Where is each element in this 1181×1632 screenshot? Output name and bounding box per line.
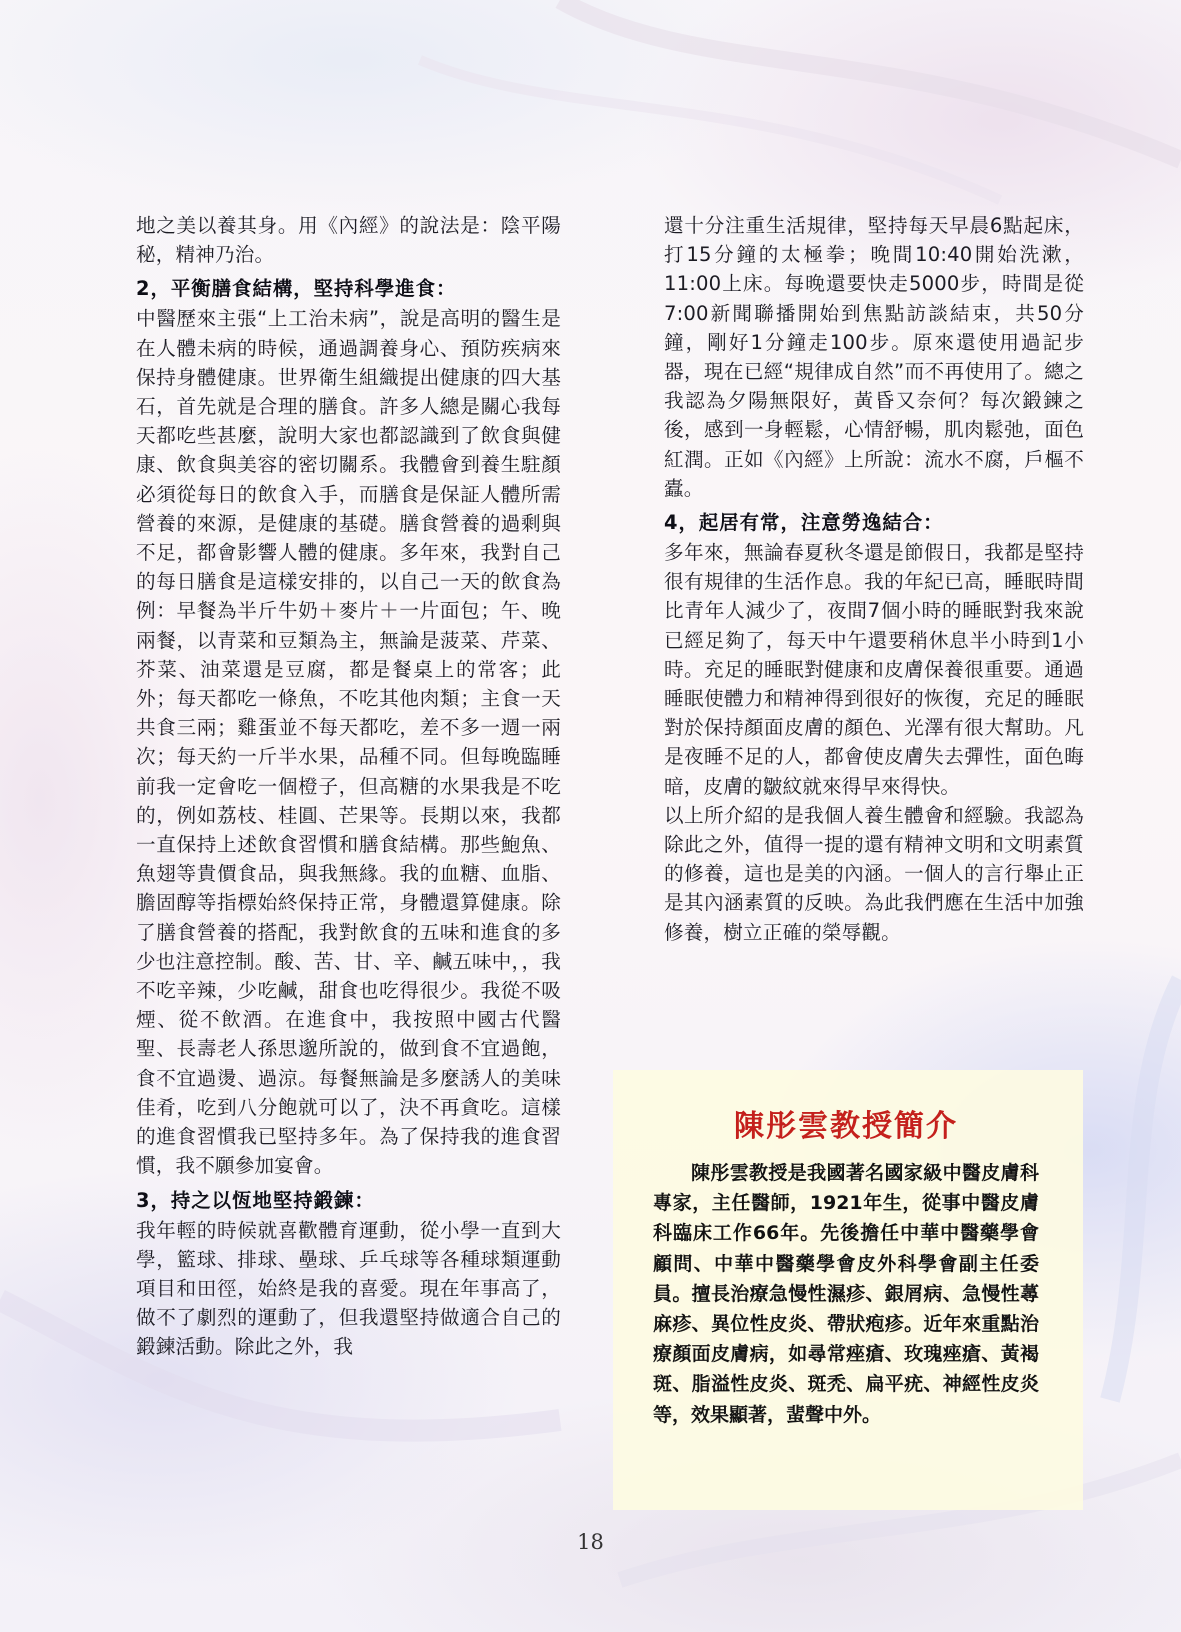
section-3-heading: 3，持之以恆地堅持鍛鍊： [136, 1188, 375, 1212]
profile-body: 陳彤雲教授是我國著名國家級中醫皮膚科專家，主任醫師，1921年生，從事中醫皮膚科臨床工作66年。先後擔任中華中醫藥學會顧問、中華中醫藥學會皮外科學會副主任委員。擅長治療急慢性濕疹、銀屑病、急慢性蕁麻疹、異位性皮炎、帶狀疱疹。近年來重點治療顏面皮膚病，如尋常痤瘡、玫瑰痤瘡、黃褐斑、脂溢性皮炎、斑禿、扁平疣、神經性皮炎等，效果顯著，蜚聲中外。 [653, 1162, 1039, 1426]
left-column [136, 211, 561, 1362]
section-2-heading: 2，平衡膳食結構，堅持科學進食： [136, 277, 457, 301]
section-3-body: 我年輕的時候就喜歡體育運動，從小學一直到大學，籃球、排球、壘球、乒乓球等各種球類運動項目和田徑，始終是我的喜愛。現在年事高了，做不了劇烈的運動了，但我還堅持做適合自己的鍛鍊活動。除此之外，我 [136, 1218, 561, 1359]
page-number: 18 [577, 1530, 604, 1554]
section-4-body: 多年來，無論春夏秋冬還是節假日，我都是堅持很有規律的生活作息。我的年紀已高，睡眠時間比青年人減少了，夜間7個小時的睡眠對我來說已經足夠了，每天中午還要稍休息半小時到1小時。充足的睡眠對健康和皮膚保養很重要。通過睡眠使體力和精神得到很好的恢復，充足的睡眠對於保持顏面皮膚的顏色、光澤有很大幫助。凡是夜睡不足的人，都會使皮膚失去彈性，面色晦暗，皮膚的皺紋就來得早來得快。 [664, 541, 1084, 798]
section-3-continued: 還十分注重生活規律，堅持每天早晨6點起床，打15分鐘的太極拳；晚間10:40開始洗漱，11:00上床。每晚還要快走5000步，時間是從7:00新聞聯播開始到焦點訪談結束，共50分鐘，剛好1分鐘走100步。原來還使用過記步器，現在已經“規律成自然”而不再使用了。總之我認為夕陽無限好，黃昏又奈何？每次鍛鍊之後，感到一身輕鬆，心情舒暢，肌肉鬆弛，面色紅潤。正如《內經》上所說：流水不腐，戶樞不蠹。 [664, 214, 1084, 500]
profile-title: 陳彤雲教授簡介 [734, 1109, 958, 1144]
section-2-body: 中醫歷來主張“上工治未病”，說是高明的醫生是在人體未病的時候，通過調養身心、預防疾病來保持身體健康。世界衛生組織提出健康的四大基石，首先就是合理的膳食。許多人總是關心我每天都吃些甚麼，說明大家也都認識到了飲食與健康、飲食與美容的密切關系。我體會到養生駐顏必須從每日的飲食入手，而膳食是保証人體所需營養的來源，是健康的基礎。膳食營養的過剩與不足，都會影響人體的健康。多年來，我對自己的每日膳食是這樣安排的，以自己一天的飲食為例：早餐為半斤牛奶＋麥片＋一片面包；午、晚兩餐，以青菜和豆類為主，無論是菠菜、芹菜、芥菜、油菜還是豆腐，都是餐桌上的常客；此外；每天都吃一條魚，不吃其他肉類；主食一天共食三兩；雞蛋並不每天都吃，差不多一週一兩次；每天約一斤半水果，品種不同。但每晚臨睡前我一定會吃一個橙子，但高糖的水果我是不吃的，例如荔枝、桂圓、芒果等。長期以來，我都一直保持上述飲食習慣和膳食結構。那些鮑魚、魚翅等貴價食品，與我無緣。我的血糖、血脂、膽固醇等指標始終保持正常，身體還算健康。除了膳食營養的搭配，我對飲食的五味和進食的多少也注意控制。酸、苦、甘、辛、鹹五味中，，我不吃辛辣，少吃鹹，甜食也吃得很少。我從不吸煙、從不飲酒。在進食中，我按照中國古代醫聖、長壽老人孫思邈所說的，做到食不宜過飽，食不宜過燙、過涼。每餐無論是多麼誘人的美味佳肴，吃到八分飽就可以了，決不再貪吃。這樣的進食習慣我已堅持多年。為了保持我的進食習慣，我不願參加宴會。 [136, 307, 561, 1178]
intro-paragraph: 地之美以養其身。用《內經》的說法是：陰平陽秘，精神乃治。 [136, 214, 561, 267]
closing-paragraph: 以上所介紹的是我個人養生體會和經驗。我認為除此之外，值得一提的還有精神文明和文明素質的修養，這也是美的內涵。一個人的言行舉止正是其內涵素質的反映。為此我們應在生活中加強修養，樹立正確的榮辱觀。 [664, 803, 1084, 944]
right-column [664, 211, 1084, 947]
profile-box [613, 1070, 1083, 1510]
section-4-heading: 4，起居有常，注意勞逸結合： [664, 511, 944, 535]
